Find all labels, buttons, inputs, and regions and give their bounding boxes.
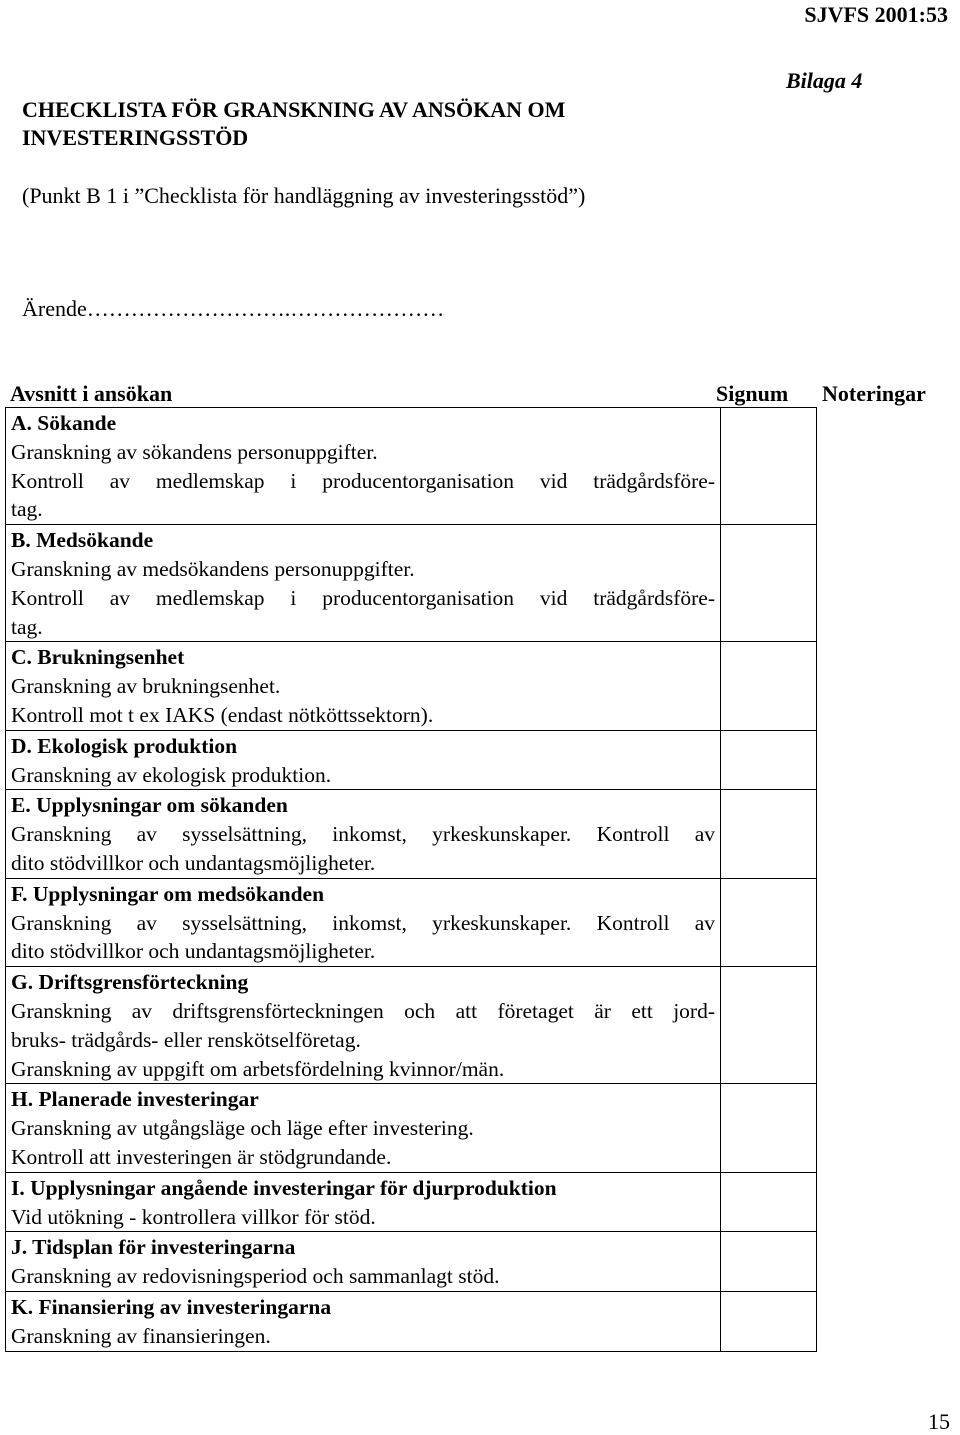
signum-cell[interactable] [721,525,817,642]
section-heading: F. Upplysningar om medsökanden [11,881,325,906]
section-text-line: Granskning av medsökandens personuppgifter. [11,556,415,581]
section-heading: A. Sökande [11,411,117,435]
signum-cell[interactable] [721,642,817,730]
checklist-row [6,730,817,790]
column-header-notes: Noteringar [822,381,926,406]
section-cell [6,1084,721,1172]
section-heading: H. Planerade investeringar [11,1087,259,1112]
checklist-body [6,408,817,1352]
signum-cell[interactable] [721,1291,817,1351]
section-cell [6,878,721,966]
section-text-line: Kontroll att investeringen är stödgrundande. [11,1144,392,1169]
section-cell [6,408,721,525]
checklist-row [6,878,817,966]
section-cell [6,967,721,1084]
section-cell [6,1291,721,1351]
section-text-line: dito stödvillkor och undantagsmöjligheter. [11,850,376,875]
checklist-table [5,407,817,1352]
checklist-row [6,1084,817,1172]
signum-cell[interactable] [721,408,817,525]
section-cell [6,790,721,878]
section-text-line: tag. [11,614,43,639]
column-header-signum: Signum [716,381,789,406]
section-text-line: Kontroll mot t ex IAKS (endast nötköttssektorn). [11,702,434,727]
document-title-line-2: INVESTERINGSSTÖD [22,125,249,150]
section-heading: K. Finansiering av investeringarna [11,1294,332,1319]
signum-cell[interactable] [721,1084,817,1172]
signum-cell[interactable] [721,1232,817,1292]
appendix-label: Bilaga 4 [786,68,863,93]
section-text-line: Granskning av finansieringen. [11,1323,271,1348]
reference-note: (Punkt B 1 i ”Checklista för handläggning av investeringsstöd”) [22,183,586,208]
section-heading: G. Driftsgrensförteckning [11,970,249,995]
section-text-line: Granskning av driftsgrensförteckningen och att företaget är ett jord- [11,998,715,1023]
section-text-line: Granskning av ekologisk produktion. [11,762,332,787]
checklist-row [6,525,817,642]
column-header-section: Avsnitt i ansökan [10,381,173,406]
section-text-line: Kontroll av medlemskap i producentorganisation vid trädgårdsföre- [11,468,715,493]
section-cell [6,642,721,730]
section-text-line: Granskning av utgångsläge och läge efter investering. [11,1116,474,1141]
section-text-line: Granskning av redovisningsperiod och sammanlagt stöd. [11,1264,500,1289]
signum-cell[interactable] [721,790,817,878]
section-heading: E. Upplysningar om sökanden [11,793,288,818]
section-heading: C. Brukningsenhet [11,645,185,670]
section-text-line: Kontroll av medlemskap i producentorganisation vid trädgårdsföre- [11,585,715,610]
checklist-row [6,1291,817,1351]
section-cell [6,730,721,790]
section-text-line: Granskning av brukningsenhet. [11,674,281,699]
signum-cell[interactable] [721,967,817,1084]
section-cell [6,1172,721,1232]
signum-cell[interactable] [721,878,817,966]
section-text-line: Granskning av sysselsättning, inkomst, yrkeskunskaper. Kontroll av [11,822,715,847]
checklist-row [6,1172,817,1232]
checklist-row [6,790,817,878]
document-title-line-1: CHECKLISTA FÖR GRANSKNING AV ANSÖKAN OM [22,97,566,122]
section-text-line: Granskning av uppgift om arbetsfördelning kvinnor/män. [11,1056,505,1081]
checklist-row [6,967,817,1084]
checklist-row [6,642,817,730]
document-id: SJVFS 2001:53 [804,2,948,27]
section-heading: I. Upplysningar angående investeringar för djurproduktion [11,1175,557,1200]
section-text-line: Vid utökning - kontrollera villkor för stöd. [11,1204,376,1229]
case-field: Ärende……………………….………………… [22,296,445,321]
section-cell [6,1232,721,1292]
section-text-line: tag. [11,497,43,522]
section-text-line: Granskning av sysselsättning, inkomst, yrkeskunskaper. Kontroll av [11,910,715,935]
checklist-row [6,1232,817,1292]
section-heading: J. Tidsplan för investeringarna [11,1235,296,1260]
signum-cell[interactable] [721,730,817,790]
section-heading: B. Medsökande [11,528,154,553]
signum-cell[interactable] [721,1172,817,1232]
section-text-line: bruks- trädgårds- eller renskötselföretag. [11,1027,361,1052]
page-number: 15 [928,1409,950,1434]
section-cell [6,525,721,642]
section-text-line: Granskning av sökandens personuppgifter. [11,439,378,464]
checklist-row [6,408,817,525]
section-text-line: dito stödvillkor och undantagsmöjligheter. [11,939,376,964]
section-heading: D. Ekologisk produktion [11,733,238,758]
